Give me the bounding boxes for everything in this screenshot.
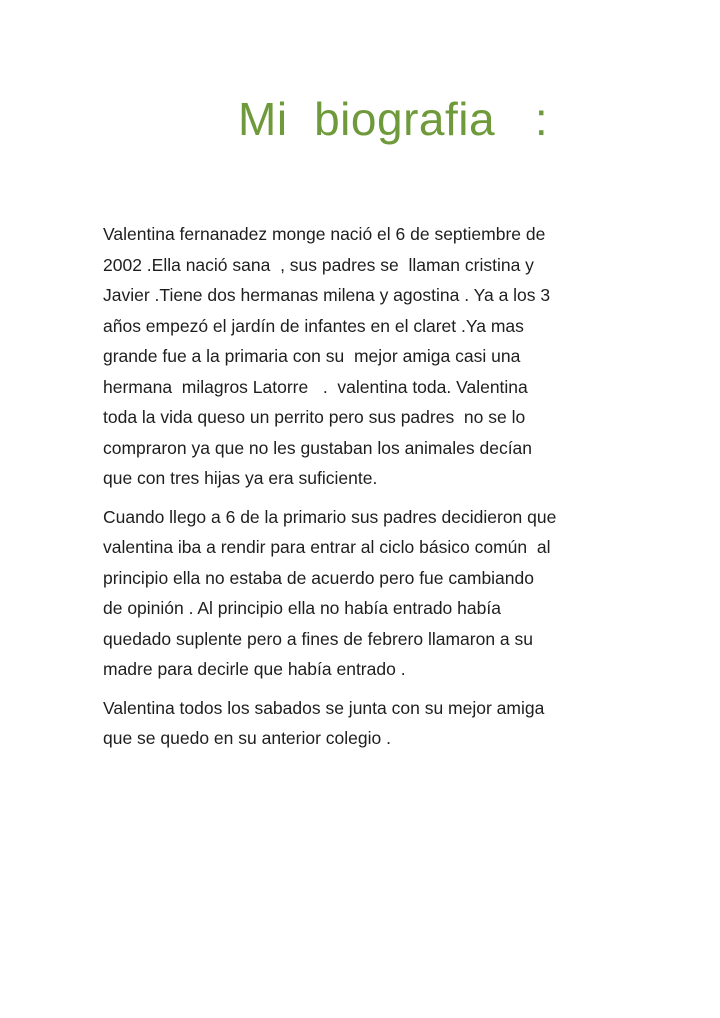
text-line: madre para decirle que había entrado . [103,659,406,679]
text-line: Valentina todos los sabados se junta con su mejor amiga [103,697,545,718]
text-line: valentina iba a rendir para entrar al ciclo básico común al [103,537,551,557]
paragraph-1 [103,219,623,494]
text-line: Javier .Tiene dos hermanas milena y agostina . Ya a los 3 [103,285,551,305]
text-line: 2002 .Ella nació sana , sus padres se llaman cristina y [103,254,534,275]
paragraph-3 [103,693,623,754]
text-line: Valentina fernanadez monge nació el 6 de septiembre de [103,224,546,244]
page-title: Mi biografia : [238,93,549,145]
text-line: que con tres hijas ya era suficiente. [103,468,378,488]
biography-body [103,219,623,762]
text-line: Cuando llego a 6 de la primario sus padres decidieron que [103,506,557,527]
paragraph-2 [103,502,623,685]
text-line: toda la vida queso un perrito pero sus padres no se lo [103,407,526,427]
text-line: que se quedo en su anterior colegio . [103,728,391,748]
text-line: grande fue a la primaria con su mejor amiga casi una [103,346,521,366]
text-line: hermana milagros Latorre . valentina toda. Valentina [103,376,528,397]
text-line: principio ella no estaba de acuerdo pero fue cambiando [103,567,534,588]
text-line: compraron ya que no les gustaban los animales decían [103,437,533,458]
text-line: quedado suplente pero a fines de febrero llamaron a su [103,628,534,649]
text-line: de opinión . Al principio ella no había entrado había [103,598,501,618]
text-line: años empezó el jardín de infantes en el claret .Ya mas [103,315,524,336]
